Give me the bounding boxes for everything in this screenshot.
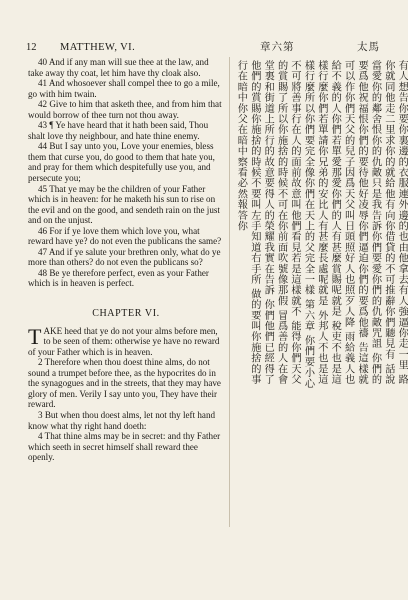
- running-title: MATTHEW, VI.: [60, 42, 136, 53]
- drop-cap: T: [28, 323, 42, 349]
- chinese-line: 告這樣就可以作你們天父的兒子因爲天父叫日頭照好人也照歹人降: [342, 60, 368, 385]
- verse: 4 That thine alms may be in secret: and thy Father which seeth in secret himself shall reward thee openly.: [28, 431, 221, 463]
- chinese-line: 有人想告你要你裏邊的衣服連外邊的也由他拿去有人強逼你走一里: [396, 60, 408, 371]
- verse: 41 And whosoever shall compel thee to go a mile, go with him twain.: [28, 78, 220, 99]
- verse: 47 And if ye salute your brethren only, what do ye more than others? do not even the publicans so?: [28, 246, 221, 268]
- chinese-header: [230, 40, 380, 56]
- verse: 40 And if any man will sue thee at the law, and take away thy coat, let him have thy cloak also.: [28, 57, 209, 78]
- verse: 2 Therefore when thou doest thine alms, do not sound a trumpet before thee, as the hypocrites do in the synagogues and in the streets, that they may have glory of men. Verily I say unto you, They have their reward.: [28, 357, 221, 410]
- chinese-line: 能得你們天父的賞賜了所以你施捨的時候不可在你前面吹號像那假: [275, 60, 301, 385]
- chinese-line: 做的要叫你施捨的事行在暗中你父在暗中察看必然報答你: [235, 60, 260, 385]
- chinese-line: 你們他們已經得了他們的賞賜你施捨的時候不要叫左手知道右手所: [248, 60, 274, 385]
- chinese-chapter-label: 章六第: [260, 42, 295, 53]
- column-divider: [229, 57, 230, 527]
- verse: 42 Give to him that asketh thee, and from him that would borrow of thee turn not thou away.: [28, 99, 222, 120]
- english-column: [28, 57, 224, 522]
- verse-first-text: AKE heed that ye do not your alms before men, to be seen of them: otherwise ye have no reward of your Father which is in heaven.: [28, 325, 220, 357]
- chinese-line: 第六章: [302, 299, 314, 332]
- page-number: 12: [26, 42, 37, 53]
- chinese-line: 話說當愛你的鄰舍恨你的仇敵只是我告訴你們要愛你們的仇敵咒詛: [369, 60, 394, 385]
- chapter-heading: CHAPTER VI.: [92, 308, 160, 320]
- chinese-line: 稅吏不也是這樣行麼你們若單請你兄弟的安比人有甚麼長處呢就是: [315, 60, 341, 385]
- chinese-column: [234, 60, 408, 395]
- verse: 3 But when thou doest alms, let not thy left hand know what thy right hand doeth:: [28, 409, 216, 431]
- verse-first: [28, 323, 224, 358]
- chinese-line: 外邦人不也是這樣行麼所以你們要完全像你們在天上的父完全一樣: [302, 60, 327, 385]
- chinese-line: 你們要小心不可將善事行在人的面前故意叫他們看見若是這樣就不: [289, 60, 314, 389]
- chinese-book-label: 太馬: [357, 42, 380, 53]
- chinese-line: 冒爲善的人在會堂裏和街道上所行的故意要得人的榮耀我實在告訴: [262, 60, 287, 385]
- chinese-line: 雨給義人也給不義的人你們若單愛那愛你們的人有甚麼賞賜呢就是: [329, 60, 354, 385]
- english-header: [26, 41, 224, 55]
- chinese-line: 你們的要爲他祝福恨你們的要待他好凌辱你們逼迫你們的要爲他禱: [356, 60, 381, 385]
- verse: 46 For if ye love them which love you, what reward have ye? do not even the publicans the same?: [28, 225, 222, 247]
- verse: 48 Be ye therefore perfect, even as your Father which is in heaven is perfect.: [28, 267, 209, 289]
- verse: 44 But I say unto you, Love your enemies, bless them that curse you, do good to them that hate you, and pray for them which despitefully use you, and persecute you;: [28, 141, 215, 184]
- chinese-line: 路你就同他走二里求你的就給他有向你借貸的不可推辭你們聽見有: [382, 60, 408, 385]
- verse: 45 That ye may be the children of your Father which is in heaven: for he maketh his sun to rise on the evil and on the good, and sendeth rain on the just and on the unjust.: [28, 183, 220, 226]
- chinese-text: [234, 60, 408, 395]
- verse: 43 ¶ Ye have heard that it hath been said, Thou shalt love thy neighbour, and hate thine enemy.: [28, 120, 209, 141]
